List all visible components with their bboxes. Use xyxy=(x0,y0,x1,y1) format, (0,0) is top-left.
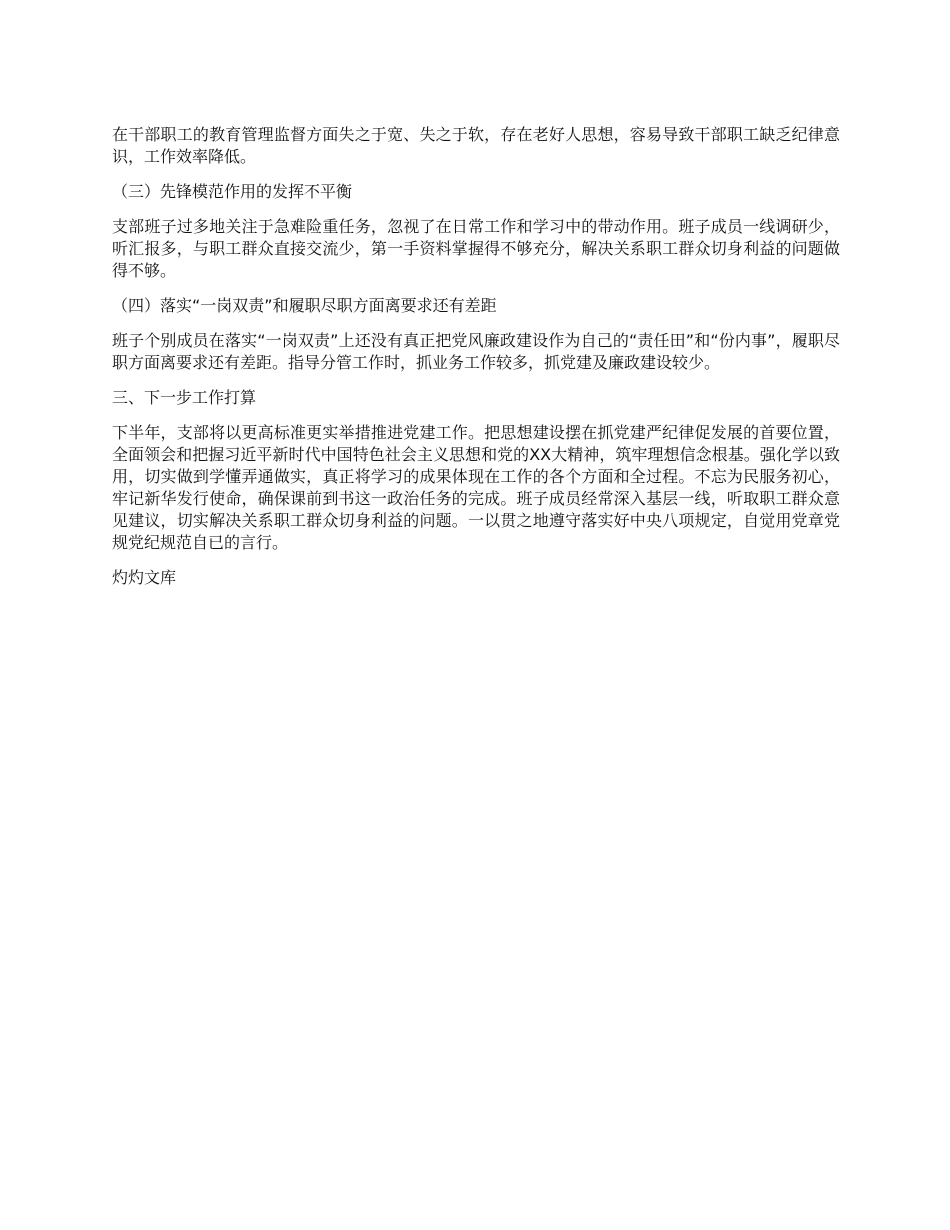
heading-section-three: （三）先锋模范作用的发挥不平衡 xyxy=(112,182,353,201)
paragraph-vanguard-role: 支部班子过多地关注于急难险重任务，忽视了在日常工作和学习中的带动作用。班子成员一线调研少，听汇报多，与职工群众直接交流少，第一手资料掌握得不够充分，解决关系职工群众切身利益的问题做得不够。 xyxy=(112,217,840,280)
heading-section-four: （四）落实“一岗双责”和履职尽职方面离要求还有差距 xyxy=(112,296,497,315)
paragraph-dual-responsibility: 班子个别成员在落实“一岗双责”上还没有真正把党风廉政建设作为自己的“责任田”和“份内事”，履职尽职方面离要求还有差距。指导分管工作时，抓业务工作较多，抓党建及廉政建设较少。 xyxy=(112,331,840,372)
heading-next-steps: 三、下一步工作打算 xyxy=(112,388,257,407)
document-page xyxy=(112,124,840,589)
paragraph-work-plan: 下半年，支部将以更高标准更实举措推进党建工作。把思想建设摆在抓党建严纪律促发展的首要位置，全面领会和把握习近平新时代中国特色社会主义思想和党的XX大精神，筑牢理想信念根基。强化学以致用，切实做到学懂弄通做实，真正将学习的成果体现在工作的各个方面和全过程。不忘为民服务初心，牢记新华发行使命，确保课前到书这一政治任务的完成。班子成员经常深入基层一线，听取职工群众意见建议，切实解决关系职工群众切身利益的问题。一以贯之地遵守落实好中央八项规定，自觉用党章党规党纪规范自已的言行。 xyxy=(112,423,840,552)
paragraph-discipline-management: 在干部职工的教育管理监督方面失之于宽、失之于软，存在老好人思想，容易导致干部职工缺乏纪律意识，工作效率降低。 xyxy=(112,125,840,166)
footer-brand-text: 灼灼文库 xyxy=(112,568,177,587)
